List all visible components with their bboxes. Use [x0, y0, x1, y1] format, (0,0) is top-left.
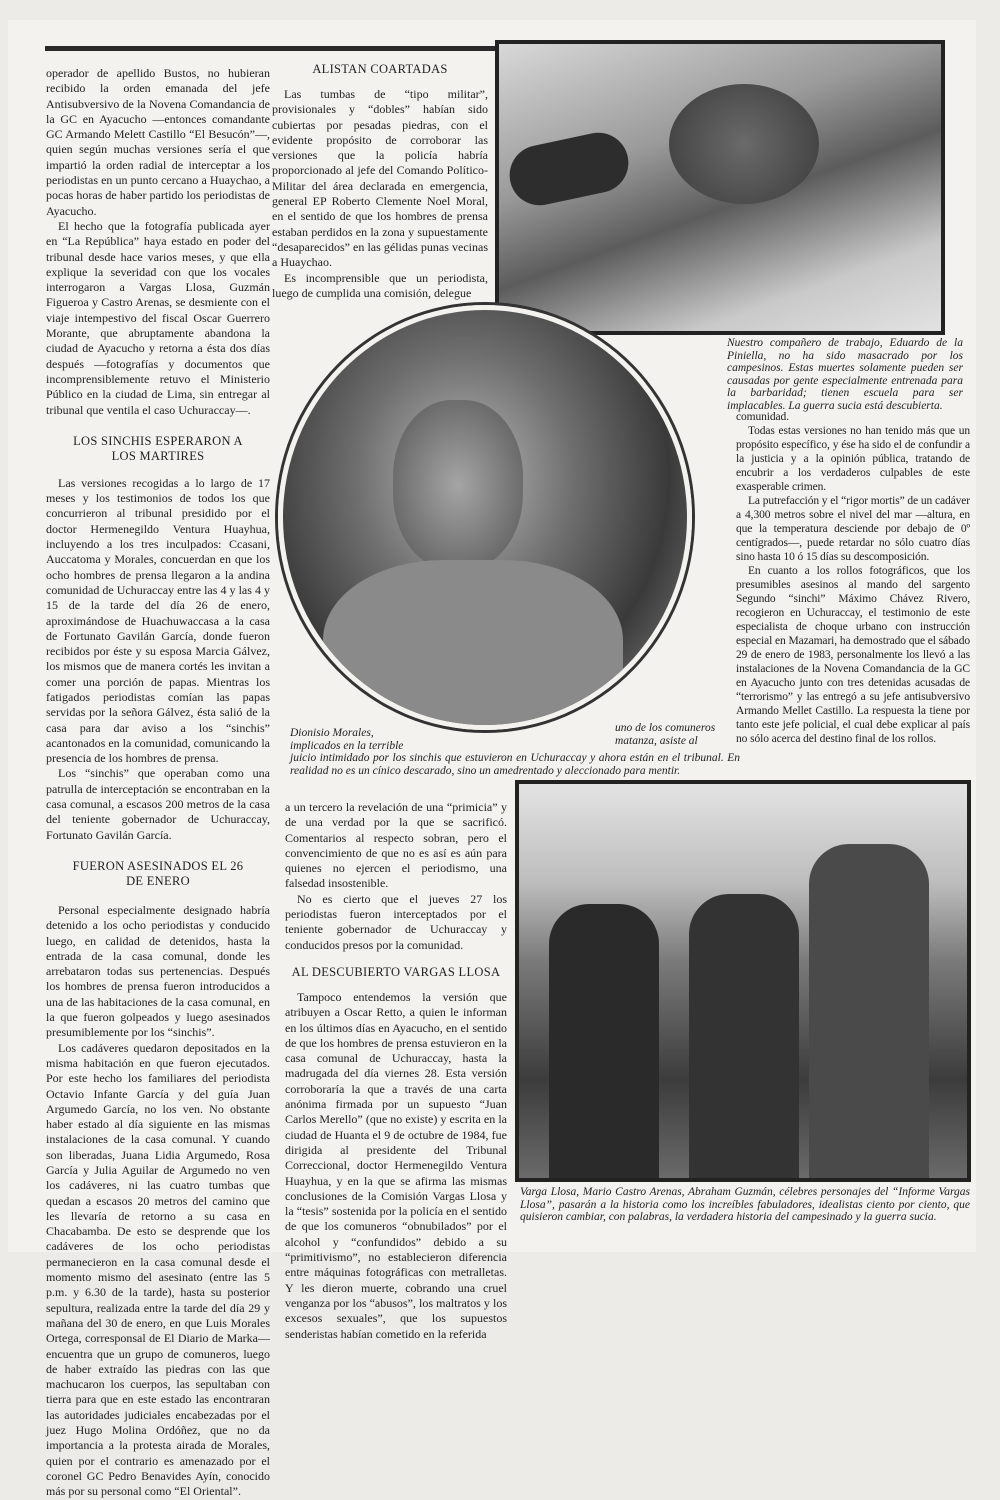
circle-caption-left: Dionisio Morales,	[290, 727, 374, 739]
photo-face	[669, 84, 819, 204]
paragraph: operador de apellido Bustos, no hubieran recibido la orden emanada del jefe Antisubversivo de la Novena Comandancia de la GC en Ayacucho —entonces comandante GC Armando Melett Castillo “El Besucón”—, quien según muchas versiones sería el que impartió la orden radial de interceptar a los periodistas en un punto cercano a Huaychao, a pocas horas de haber partido los periodistas de Ayacucho.	[46, 66, 270, 218]
bottom-photo-caption: Varga Llosa, Mario Castro Arenas, Abraham Guzmán, célebres personajes del “Informe Vargas Llosa”, pasarán a la historia como los increíbles fabuladores, idealistas ciento por ciento, que quisieron cambiar, con palabras, la verdadera historia del campesinado y la guerra sucia.	[520, 1186, 970, 1223]
paragraph: comunidad.	[736, 411, 789, 423]
column-3	[285, 800, 507, 1342]
subheading: AL DESCUBIERTO VARGAS LLOSA	[291, 964, 501, 979]
column-4	[736, 410, 970, 746]
photo-face	[393, 400, 523, 570]
paragraph: La putrefacción y el “rigor mortis” de un cadáver a 4,300 metros sobre el nivel del mar —altura, en que la temperatura desciende por debajo de 0º centígrados—, puede retardar no sólo cuatro días sino hasta 10 ó 15 días su descomposición.	[736, 495, 970, 563]
subheading: ALISTAN COARTADAS	[312, 62, 448, 76]
paragraph: Personal especialmente designado habría detenido a los ocho periodistas y conducido luego, en calidad de detenidos, hasta la entrada de la casa comunal, donde les arrebataron todas sus pertenencias. Después los hombres de prensa fueron introducidos a una de las habitaciones de la casa comunal, en la que fueron golpeados y luego asesinados presumiblemente por los “sinchis”.	[46, 902, 270, 1040]
photo-dionisio-morales	[278, 305, 692, 730]
circle-caption-left-2: implicados en la terrible	[290, 740, 404, 752]
paragraph: El hecho que la fotografía publicada ayer en “La República” haya estado en poder del tribunal desde hace varios meses, y que ella explique la severidad con que los vocales interrogaron a Vargas Llosa, Guzmán Figueroa y Castro Arenas, se desmiente con el viaje intempestivo del fiscal Oscar Guerrero Morante, que abruptamente abandona la ciudad de Ayacucho y retorna a ésta dos días después —fotografías y documentos que incomprensiblemente retuvo el Ministerio Público en la ciudad de Lima, sin entregar al tribunal que ventila el caso Uchuraccay—.	[46, 218, 270, 417]
circle-caption-right: uno de los comuneros	[615, 722, 716, 734]
paragraph: Las versiones recogidas a lo largo de 17 meses y los testimonios de todos los que concurrieron al tribunal presidido por el doctor Hermenegildo Ventura Huayhua, incluyendo a los tres inculpados: Ccasani, Auccatoma y Morales, concuerdan en que los ocho hombres de prensa llegaron a la andina comunidad de Uchuraccay entre las 4 y las 4 y 15 de la tarde del día 26 de enero, aproximándose de Huachuwaccasa a la casa de Fortunato Gavilán García, donde fueron recibidos por éste y su esposa Marcia Gálvez, los mismos que de manera cortés les invitan a comer una porción de papas. Mientras los fatigados periodistas comían las papas servidas por la señora Gálvez, ésta salió de la casa para dar aviso a los “sinchis” acantonados en la comunidad, comunicando la presencia de los hombres de prensa.	[46, 475, 270, 766]
paragraph: No es cierto que el jueves 27 los periodistas fueron interceptados por el teniente gobernador de Uchuraccay y conducidos presos por la comunidad.	[285, 891, 507, 952]
photo-victim	[495, 40, 945, 335]
photo-shadow	[504, 127, 634, 211]
top-photo-caption: Nuestro compañero de trabajo, Eduardo de la Piniella, no ha sido masacrado por los campesinos. Estas muertes solamente pueden ser causadas por gente especialmente entrenada para la barbaridad; tienen escuela para ser implacables. La guerra sucia está descubierta.	[727, 337, 963, 412]
circle-caption-rest: juicio intimidado por los sinchis que estuvieron en Uchuraccay y ahora están en el tribunal. En realidad no es un cínico descarado, sino un amedrentado y aleccionado para mentir.	[290, 752, 740, 777]
subheading: LOS SINCHIS ESPERARON A LOS MARTIRES	[73, 433, 243, 463]
paragraph: Los “sinchis” que operaban como una patrulla de interceptación se encontraban en la casa comunal, a escasos 200 metros de la casa del teniente gobernador de Uchuraccay, Fortunato Gavilán García.	[46, 766, 270, 842]
photo-body	[323, 560, 623, 730]
column-1	[46, 66, 270, 1500]
paragraph: Tampoco entendemos la versión que atribuyen a Oscar Retto, a quien le informan en los últimos días en Ayacucho, en el sentido de que los hombres de prensa estuvieron en la casa comunal de Uchuraccay, hasta la madrugada del día viernes 28. Esta versión corroboraría la que a través de una carta anónima firmada por un supuesto “Juan Carlos Merello” (que no existe) y escrita en la ciudad de Huanta el 9 de octubre de 1984, fue dirigida al presidente del Tribunal Correccional, doctor Hermenegildo Ventura Huayhua, y en la que se afirma las mismas conclusiones de la Comisión Vargas Llosa y la “tesis” sostenida por la policía en el sentido de que los comuneros “obnubilados” por el alcohol y “confundidos” debido a su “primitivismo”, no establecieron diferencia entre máquinas fotográficas con metralletas. Y les dieron muerte, cobrando una cruel venganza por los “abusos”, los maltratos y los excesos sexuales”, que los supuestos senderistas habían cometido en la referida	[285, 989, 507, 1341]
photo-person	[549, 904, 659, 1182]
column-2	[272, 62, 488, 301]
photo-person	[809, 844, 929, 1182]
subheading: FUERON ASESINADOS EL 26 DE ENERO	[72, 858, 244, 888]
paragraph: Es incomprensible que un periodista, luego de cumplida una comisión, delegue	[272, 270, 488, 300]
paragraph: En cuanto a los rollos fotográficos, que los presumibles asesinos al mando del sargento Segundo “sinchi” Máximo Chávez Rivero, recogieron en Uchuraccay, el testimonio de este especialista de choque urbano con instrucción especial en Mazamari, ha demostrado que el sábado 29 de enero de 1983, personalmente los llevó a las instalaciones de la Novena Comandancia de la GC en Ayacucho junto con tres detenidas acusadas de “terrorismo” y las entregó a su jefe antisubversivo Armando Mellet Castillo. La respuesta la tiene por tanto este jefe policial, el cual debe explicar al país no sólo acerca del destino final de los rollos.	[736, 565, 970, 745]
top-rule	[45, 46, 495, 51]
paragraph: Las tumbas de “tipo militar”, provisionales y “dobles” habían sido cubiertas por pesadas piedras, con el evidente propósito de corroborar las versiones que la policía habría proporcionado al jefe del Comando Político-Militar del área declarada en emergencia, general EP Roberto Clemente Noel Moral, en el sentido de que los hombres de prensa estaban perdidos en la zona y supuestamente “desaparecidos” en las gélidas punas vecinas a Huaychao.	[272, 87, 488, 270]
photo-person	[689, 894, 799, 1182]
paragraph: a un tercero la revelación de una “primicia” y de una verdad por la que se sacrificó. Comentarios al respecto sobran, pero el convencimiento de que no es así es aún para quienes no ejercen el periodismo, una falsedad insostenible.	[285, 800, 507, 891]
circle-caption-right-2: matanza, asiste al	[615, 735, 698, 747]
photo-vargas-llosa-group	[515, 780, 971, 1182]
paragraph: Los cadáveres quedaron depositados en la misma habitación en que fueron ejecutados. Por este hecho los familiares del periodista Octavio Infante García y del guía Juan Argumedo García, no los ven. No obstante haber estado al día siguiente en las mismas instalaciones de la casa comunal. Y cuando son liberadas, Juana Lidia Argumedo, Rosa García y Julia Aguilar de Argumedo no ven los cadáveres, ni las cuatro tumbas que quedan a escasos 20 metros del camino que les llevaría de retorno a su casa en Chacabamba. De esto se desprende que los cadáveres de los ocho periodistas permanecieron en la casa comunal desde el momento mismo del asesinato (entre las 5 p.m. y 6.30 de la tarde), hasta su posterior sepultura, realizada entre la tarde del día 29 y mañana del 30 de enero, en que Luis Morales Ortega, corresponsal de El Diario de Marka— encuentra que un grupo de comuneros, luego de haber extraído las piedras con las que machucaron los cuerpos, las sepultaban con tierra para que en este estado las encontraran las autoridades judiciales encabezadas por el juez Hugo Molina Ordóñez, que no da importancia a la protesta airada de Morales, quien por el contrario es amenazado por el coronel GC Pedro Benavides Ayín, conocido más por su personal como “El Oriental”.	[46, 1040, 270, 1499]
paragraph: Todas estas versiones no han tenido más que un propósito específico, y ése ha sido el de confundir a la justicia y a la opinión pública, tratando de encubrir a los verdaderos culpables de este exasperable crimen.	[736, 425, 970, 493]
